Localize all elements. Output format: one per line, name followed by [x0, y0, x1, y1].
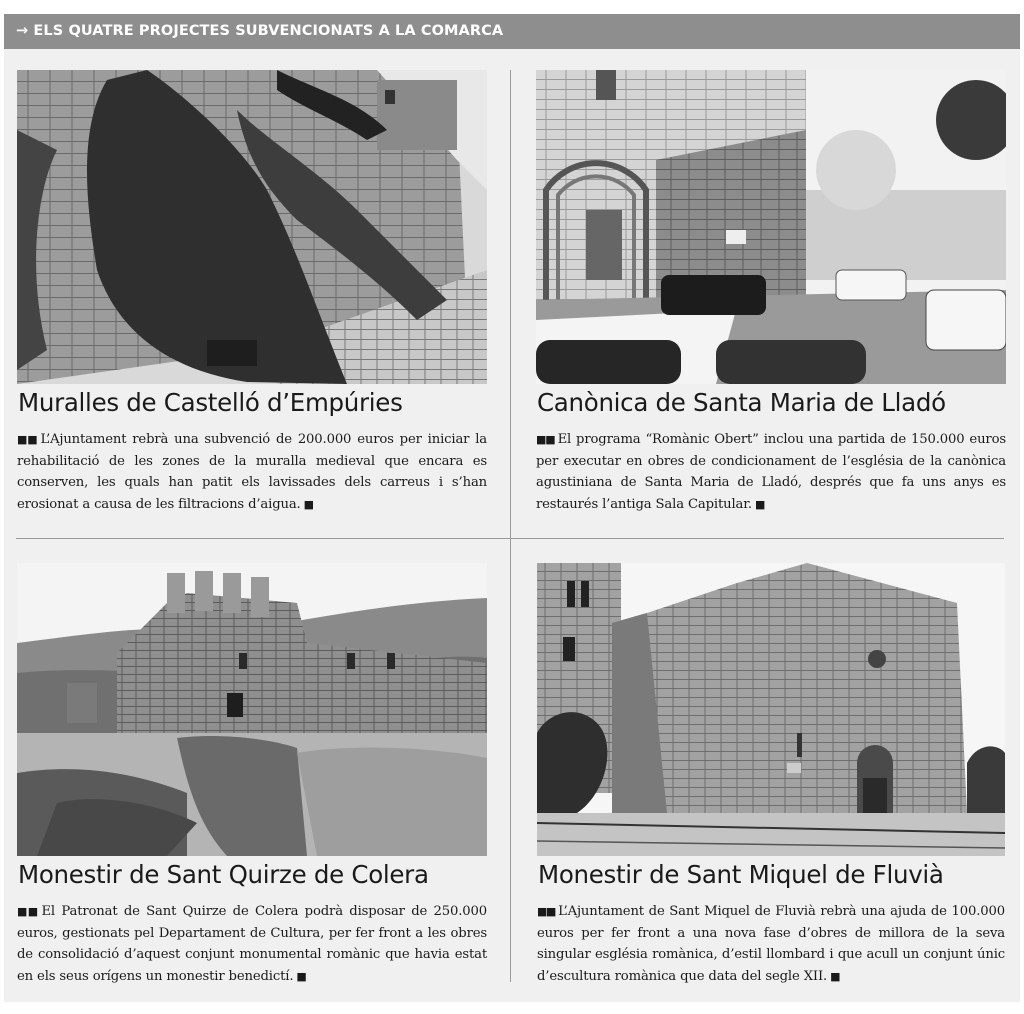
bullet-icon: ■■: [17, 433, 38, 446]
bullet-icon: ■■: [537, 905, 556, 918]
card-title: Muralles de Castelló d’Empúries: [18, 388, 403, 417]
card-text: El Patronat de Sant Quirze de Colera podrà disposar de 250.000 euros, gestionats pel Departament de Cultura, per fer front a les obres de consolidació d’aquest conjunt monumental romànic que havia estat en els seus orígens un monestir benedictí.: [17, 904, 487, 984]
card-title: Monestir de Sant Miquel de Fluvià: [538, 860, 944, 889]
bullet-icon: ■■: [536, 433, 555, 446]
card-body: [17, 901, 487, 987]
end-mark-icon: ■: [830, 969, 841, 983]
section-header: [4, 14, 1020, 49]
row-divider: [16, 538, 1004, 539]
card-text: L’Ajuntament rebrà una subvenció de 200.000 euros per iniciar la rehabilitació de les zones de la muralla medieval que encara es conserven, les quals han patit els lavissades dels carreus i s’han erosionat a causa de les filtracions d’aigua.: [17, 432, 487, 512]
section-title: ELS QUATRE PROJECTES SUBVENCIONATS A LA COMARCA: [33, 23, 504, 39]
end-mark-icon: ■: [303, 497, 314, 511]
bullet-icon: ■■: [17, 905, 39, 918]
article-panel: [4, 14, 1020, 1002]
card-text: El programa “Romànic Obert” inclou una partida de 150.000 euros per executar en obres de condicionament de l’església de la canònica agustiniana de Santa Maria de Lladó, després que fa uns anys es restaurés l’antiga Sala Capitular.: [536, 432, 1006, 512]
card-title: Canònica de Santa Maria de Lladó: [537, 388, 946, 417]
column-divider: [510, 70, 511, 982]
card-title: Monestir de Sant Quirze de Colera: [18, 860, 429, 889]
end-mark-icon: ■: [296, 969, 307, 983]
photo-sant-miquel: [537, 563, 1005, 856]
photo-sant-quirze: [17, 563, 487, 856]
photo-canonica: [536, 70, 1006, 384]
end-mark-icon: ■: [754, 497, 766, 511]
card-body: [537, 901, 1005, 987]
photo-muralles: [17, 70, 487, 384]
card-body: [17, 429, 487, 515]
arrow-icon: →: [16, 23, 29, 39]
card-body: [536, 429, 1006, 515]
card-text: L’Ajuntament de Sant Miquel de Fluvià rebrà una ajuda de 100.000 euros per fer front a una nova fase d’obres de millora de la seva singular església romànica, d’estil llombard i que acull un conjunt únic d’escultura romànica que data del segle XII.: [537, 904, 1005, 984]
